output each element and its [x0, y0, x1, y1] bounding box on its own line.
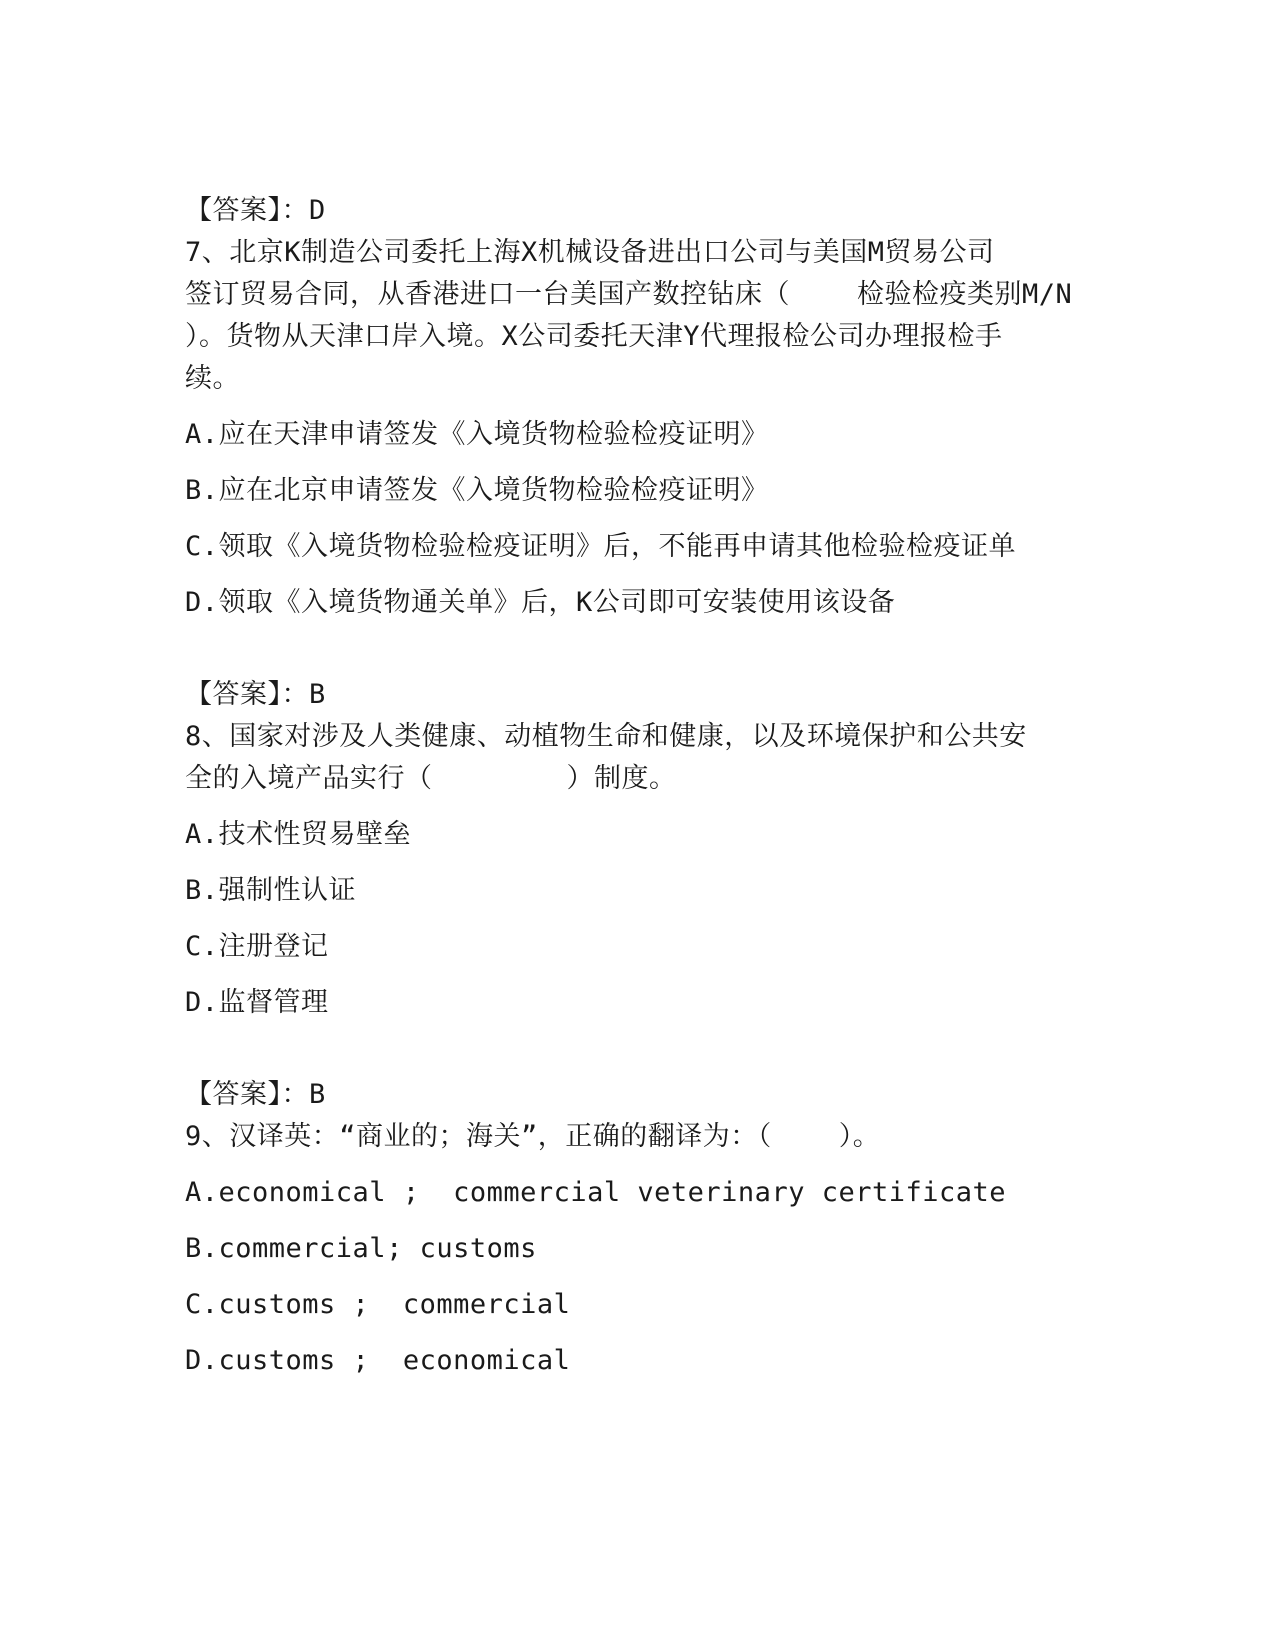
question-9-option-d: D.customs ; economical [185, 1345, 571, 1376]
question-8-option-d: D.监督管理 [185, 987, 329, 1018]
question-7-option-b: B.应在北京申请签发《入境货物检验检疫证明》 [185, 475, 769, 506]
answer-label-prev: 【答案】：D [185, 195, 326, 226]
spacer [185, 1024, 1085, 1074]
answer-label-q8: 【答案】：B [185, 1079, 326, 1110]
question-8-option-c: C.注册登记 [185, 931, 329, 962]
question-7-stem-line: 签订贸易合同，从香港进口一台美国产数控钻床（ 检验检疫类别M/N [185, 279, 1073, 310]
spacer [185, 624, 1085, 674]
question-8-stem [185, 716, 1085, 800]
question-8-stem-line: 8、国家对涉及人类健康、动植物生命和健康，以及环境保护和公共安 [185, 721, 1027, 752]
question-8-option-a: A.技术性贸易壁垒 [185, 819, 412, 850]
question-8-block [185, 674, 1085, 1024]
question-9-stem [185, 1116, 1085, 1158]
question-7-stem-line: 7、北京K制造公司委托上海X机械设备进出口公司与美国M贸易公司 [185, 237, 995, 268]
question-9-option-a: A.economical ; commercial veterinary certificate [185, 1177, 1007, 1208]
question-7-stem-line: ）。货物从天津口岸入境。X公司委托天津Y代理报检公司办理报检手 [185, 321, 1003, 352]
question-7-stem [185, 232, 1085, 400]
question-9-block [185, 1074, 1085, 1382]
document-page [185, 190, 1085, 1382]
question-7-stem-line: 续。 [185, 363, 240, 394]
question-9-stem-line: 9、汉译英：“商业的；海关”，正确的翻译为：（ ）。 [185, 1121, 881, 1152]
question-9-option-b: B.commercial; customs [185, 1233, 537, 1264]
question-7-option-c: C.领取《入境货物检验检疫证明》后，不能再申请其他检验检疫证单 [185, 531, 1017, 562]
question-8-option-b: B.强制性认证 [185, 875, 357, 906]
question-9-option-c: C.customs ; commercial [185, 1289, 571, 1320]
question-8-stem-line: 全的入境产品实行（ ）制度。 [185, 763, 677, 794]
answer-label-q7: 【答案】：B [185, 679, 326, 710]
question-7-block [185, 190, 1085, 624]
question-7-option-d: D.领取《入境货物通关单》后，K公司即可安装使用该设备 [185, 587, 896, 618]
question-7-option-a: A.应在天津申请签发《入境货物检验检疫证明》 [185, 419, 769, 450]
